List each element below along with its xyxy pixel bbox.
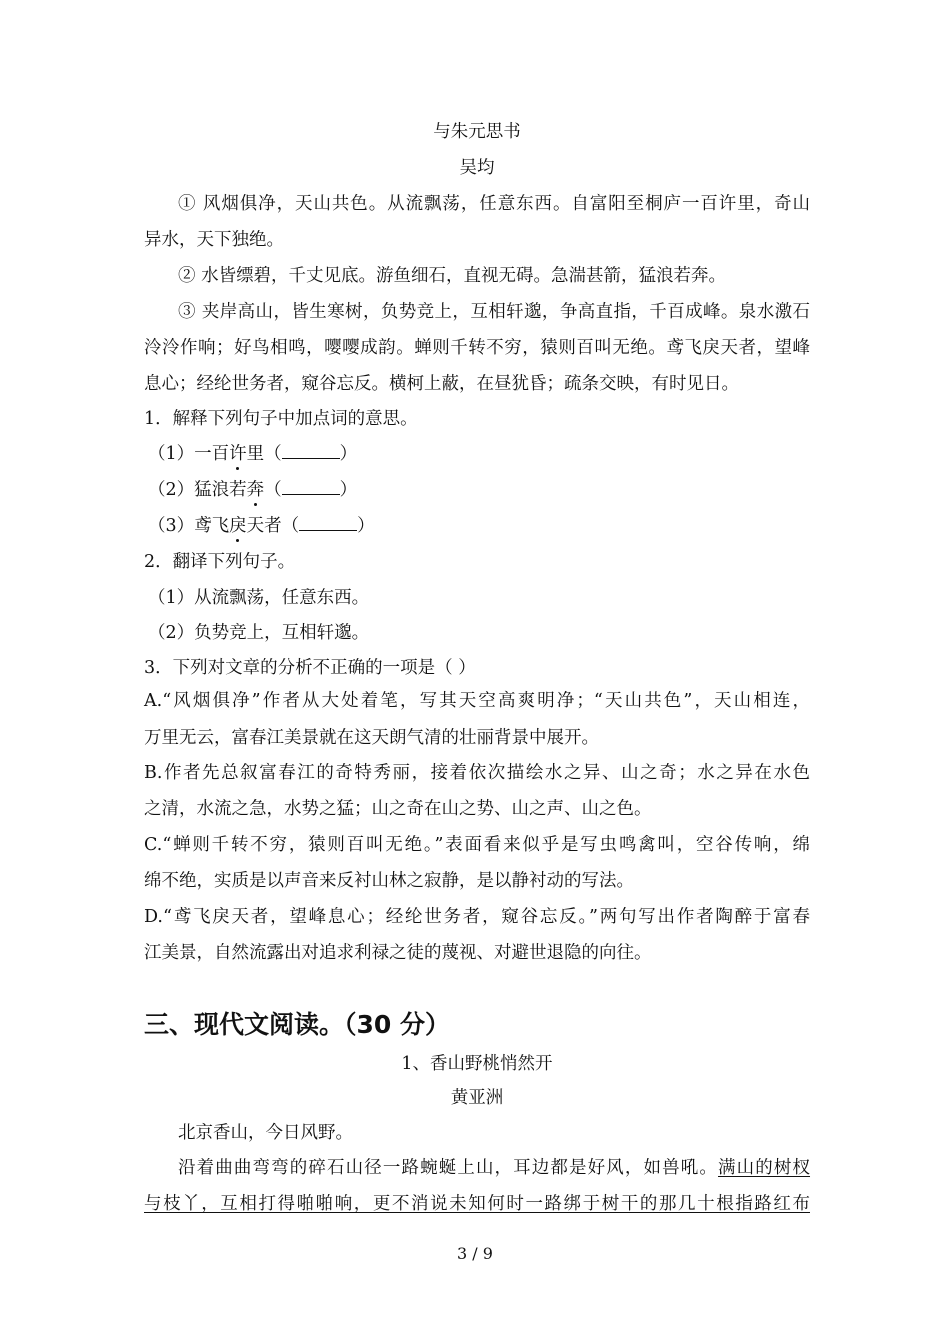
- dotted-word: 许: [229, 444, 247, 464]
- option-b-line-2: 之清，水流之急，水势之猛；山之奇在山之势、山之声、山之色。: [144, 799, 652, 819]
- paragraph-3-line-2: 泠泠作响；好鸟相鸣，嘤嘤成韵。蝉则千转不穷，猿则百叫无绝。鸢飞戾天者，望峰: [144, 338, 810, 358]
- plain-text: 沿着曲曲弯弯的碎石山径一路蜿蜒上山，耳边都是好风，如兽吼。: [178, 1158, 719, 1178]
- answer-blank[interactable]: [299, 516, 357, 531]
- question-1-item-1: [148, 443, 814, 465]
- item-text: 天者（: [246, 516, 300, 536]
- question-3-stem: 3．下列对文章的分析不正确的一项是（ ）: [144, 658, 476, 678]
- classical-author: 吴均: [459, 158, 495, 178]
- item-text: 里（: [246, 444, 282, 464]
- modern-reading-author: 黄亚洲: [450, 1088, 504, 1108]
- question-1-item-3: [148, 515, 814, 537]
- answer-blank[interactable]: [282, 444, 340, 459]
- item-text: ）: [339, 480, 358, 500]
- item-text: （1）一百: [148, 444, 230, 464]
- modern-paragraph-1: 北京香山，今日风野。: [178, 1123, 353, 1143]
- underlined-text: 满山的树杈: [718, 1158, 811, 1178]
- question-1-item-2: [148, 479, 814, 501]
- question-2-item-2: （2）负势竞上，互相轩邈。: [148, 623, 370, 643]
- paragraph-1-line-2: 异水，天下独绝。: [144, 230, 284, 250]
- dotted-word: 戾: [229, 516, 247, 536]
- item-text: （3）鸢飞: [148, 516, 230, 536]
- modern-paragraph-2-line-2: 与枝丫，互相打得啪啪响，更不消说未知何时一路绑于树干的那几十根指路红布: [144, 1194, 810, 1214]
- dotted-word: 奔: [246, 480, 265, 500]
- section-3-heading: 三、现代文阅读。（30 分）: [144, 1010, 450, 1039]
- page-number: 3 / 9: [457, 1244, 493, 1263]
- option-d-line-2: 江美景，自然流露出对追求利禄之徒的蔑视、对避世退隐的向往。: [144, 943, 652, 963]
- classical-title: 与朱元思书: [433, 122, 521, 142]
- modern-paragraph-2-line-1: [178, 1157, 810, 1179]
- paragraph-1-line-1: ① 风烟俱净，天山共色。从流飘荡，任意东西。自富阳至桐庐一百许里，奇山: [178, 194, 810, 214]
- paragraph-3-line-1: ③ 夹岸高山，皆生寒树，负势竞上，互相轩邈，争高直指，千百成峰。泉水激石: [178, 302, 810, 322]
- question-2-item-1: （1）从流飘荡，任意东西。: [148, 588, 370, 608]
- option-b-line-1: B.作者先总叙富春江的奇特秀丽，接着依次描绘水之异、山之奇；水之异在水色: [144, 763, 810, 783]
- answer-blank[interactable]: [282, 480, 340, 495]
- item-text: （2）猛浪若: [148, 480, 247, 500]
- option-c-line-1: C.“蝉则千转不穷，猿则百叫无绝。”表面看来似乎是写虫鸣禽叫，空谷传响，绵: [144, 835, 810, 855]
- item-text: ）: [357, 516, 375, 536]
- paragraph-3-line-3: 息心；经纶世务者，窥谷忘反。横柯上蔽，在昼犹昏；疏条交映，有时见日。: [144, 374, 739, 394]
- option-c-line-2: 绵不绝，实质是以声音来反衬山林之寂静，是以静衬动的写法。: [144, 871, 634, 891]
- modern-reading-title: 1、香山野桃悄然开: [401, 1054, 553, 1074]
- option-a-line-1: A.“风烟俱净”作者从大处着笔，写其天空高爽明净；“天山共色”，天山相连，: [144, 691, 810, 711]
- question-2-stem: 2．翻译下列句子。: [144, 552, 296, 572]
- option-a-line-2: 万里无云，富春江美景就在这天朗气清的壮丽背景中展开。: [144, 728, 599, 748]
- paragraph-2: ② 水皆缥碧，千丈见底。游鱼细石，直视无碍。急湍甚箭，猛浪若奔。: [178, 266, 727, 286]
- item-text: （: [264, 480, 282, 500]
- question-1-stem: 1．解释下列句子中加点词的意思。: [144, 409, 418, 429]
- item-text: ）: [339, 444, 358, 464]
- option-d-line-1: D.“鸢飞戾天者，望峰息心；经纶世务者，窥谷忘反。”两句写出作者陶醉于富春: [144, 907, 810, 927]
